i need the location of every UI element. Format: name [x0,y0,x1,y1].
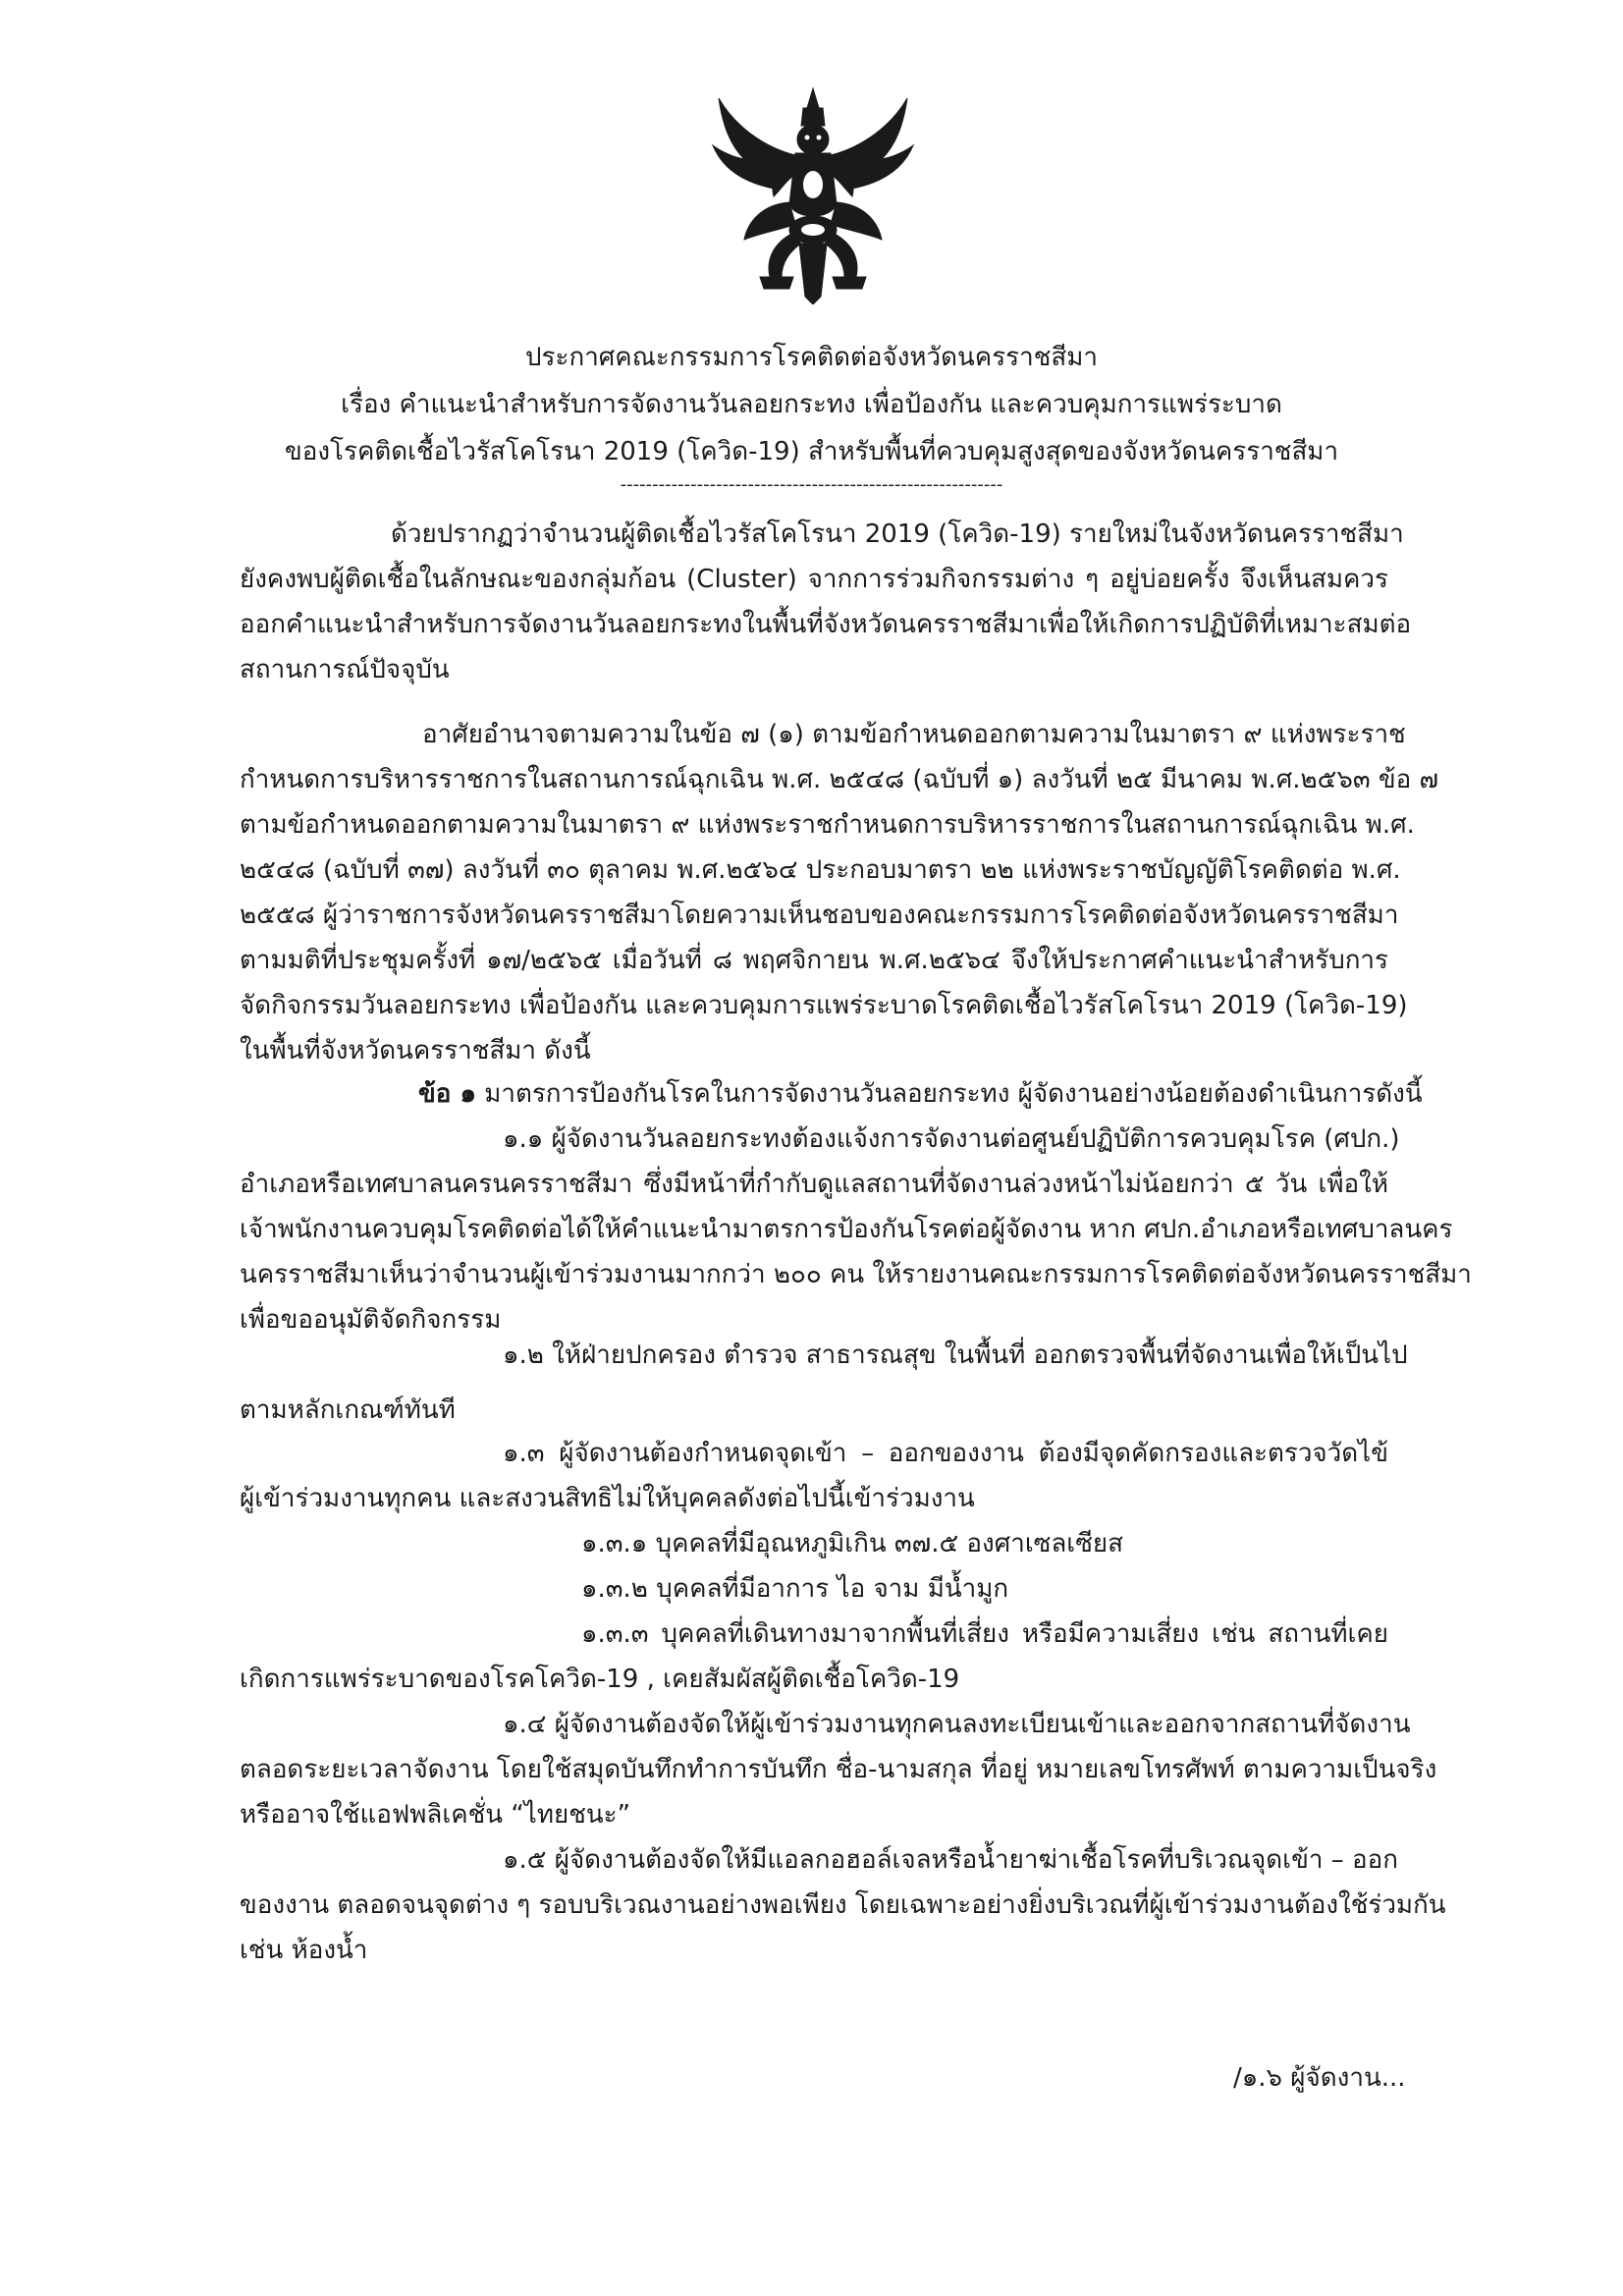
para2-line-8: ในพื้นที่จังหวัดนครราชสีมา ดังนี้ [240,1036,591,1066]
item-1-3-line-1: ๑.๓ ผู้จัดงานต้องกำหนดจุดเข้า – ออกของงาน ต้องมีจุดคัดกรองและตรวจวัดไข้ [503,1439,1388,1468]
item-1-4-line-3: หรืออาจใช้แอฟพลิเคชั่น “ไทยชนะ” [240,1800,631,1830]
para1-line-3: ออกคำแนะนำสำหรับการจัดงานวันลอยกระทงในพื้นที่จังหวัดนครราชสีมาเพื่อให้เกิดการปฏิบัติที่เหมาะสมต่อ [240,610,1412,639]
para2-line-7: จัดกิจกรรมวันลอยกระทง เพื่อป้องกัน และควบคุมการแพร่ระบาดโรคติดเชื้อไวรัสโคโรนา 2019 (โควิด-19) [240,991,1408,1020]
garuda-emblem-icon [705,86,921,304]
para1-line-2: ยังคงพบผู้ติดเชื้อในลักษณะของกลุ่มก้อน (Cluster) จากการร่วมกิจกรรมต่าง ๆ อยู่บ่อยครั้ง จึงเห็นสมควร [240,565,1388,594]
clause-1-heading [418,1074,1423,1114]
title-line-3: ของโรคติดเชื้อไวรัสโคโรนา 2019 (โควิด-19) สำหรับพื้นที่ควบคุมสูงสุดของจังหวัดนครราชสีมา [284,437,1339,466]
item-1-2-line-2: ตามหลักเกณฑ์ทันที [240,1395,456,1425]
item-1-1-line-3: เจ้าพนักงานควบคุมโรคติดต่อได้ให้คำแนะนำมาตรการป้องกันโรคต่อผู้จัดงาน หาก ศปก.อำเภอหรือเทศบาลนคร [240,1215,1453,1244]
para2-line-4: ๒๕๔๘ (ฉบับที่ ๓๗) ลงวันที่ ๓๐ ตุลาคม พ.ศ.๒๕๖๔ ประกอบมาตรา ๒๒ แห่งพระราชบัญญัติโรคติดต่อ พ.ศ. [240,855,1401,885]
title-separator: ------------------------------------------------------------ [620,474,1003,495]
item-1-4-line-2: ตลอดระยะเวลาจัดงาน โดยใช้สมุดบันทึกทำการบันทึก ชื่อ-นามสกุล ที่อยู่ หมายเลขโทรศัพท์ ตามความเป็นจริง [240,1755,1437,1784]
item-1-3-1: ๑.๓.๑ บุคคลที่มีอุณหภูมิเกิน ๓๗.๕ องศาเซลเซียส [581,1529,1123,1558]
para2-line-5: ๒๕๕๘ ผู้ว่าราชการจังหวัดนครราชสีมาโดยความเห็นชอบของคณะกรรมการโรคติดต่อจังหวัดนครราชสีมา [240,901,1399,930]
para1-line-4: สถานการณ์ปัจจุบัน [240,655,450,684]
clause-1-text: มาตรการป้องกันโรคในการจัดงานวันลอยกระทง ผู้จัดงานอย่างน้อยต้องดำเนินการดังนี้ [475,1079,1423,1109]
para2-line-6: ตามมติที่ประชุมครั้งที่ ๑๗/๒๕๖๕ เมื่อวันที่ ๘ พฤศจิกายน พ.ศ.๒๕๖๔ จึงให้ประกาศคำแนะนำสำหรับการ [240,946,1388,975]
para2-line-1: อาศัยอำนาจตามความในข้อ ๗ (๑) ตามข้อกำหนดออกตามความในมาตรา ๙ แห่งพระราช [422,720,1406,749]
item-1-3-3-line-2: เกิดการแพร่ระบาดของโรคโควิด-19 , เคยสัมผัสผู้ติดเชื้อโควิด-19 [240,1665,960,1694]
item-1-1-line-4: นครราชสีมาเห็นว่าจำนวนผู้เข้าร่วมงานมากกว่า ๒๐๐ คน ให้รายงานคณะกรรมการโรคติดต่อจังหวัดนครราชสีมา [240,1260,1472,1289]
item-1-3-3-line-1: ๑.๓.๓ บุคคลที่เดินทางมาจากพื้นที่เสี่ยง หรือมีความเสี่ยง เช่น สถานที่เคย [581,1619,1388,1649]
item-1-1-line-1: ๑.๑ ผู้จัดงานวันลอยกระทงต้องแจ้งการจัดงานต่อศูนย์ปฏิบัติการควบคุมโรค (ศปก.) [503,1124,1400,1154]
continuation-marker: /๑.๖ ผู้จัดงาน... [1233,2063,1406,2093]
item-1-1-line-2: อำเภอหรือเทศบาลนครนครราชสีมา ซึ่งมีหน้าที่กำกับดูแลสถานที่จัดงานล่วงหน้าไม่น้อยกว่า ๕ วัน เพื่อให้ [240,1170,1388,1199]
item-1-3-line-2: ผู้เข้าร่วมงานทุกคน และสงวนสิทธิไม่ให้บุคคลดังต่อไปนี้เข้าร่วมงาน [240,1484,975,1513]
item-1-5-line-1: ๑.๕ ผู้จัดงานต้องจัดให้มีแอลกอฮอล์เจลหรือน้ำยาฆ่าเชื้อโรคที่บริเวณจุดเข้า – ออก [503,1845,1398,1875]
item-1-4-line-1: ๑.๔ ผู้จัดงานต้องจัดให้ผู้เข้าร่วมงานทุกคนลงทะเบียนเข้าและออกจากสถานที่จัดงาน [503,1710,1411,1739]
item-1-5-line-3: เช่น ห้องน้ำ [240,1936,368,1965]
title-line-2: เรื่อง คำแนะนำสำหรับการจัดงานวันลอยกระทง เพื่อป้องกัน และควบคุมการแพร่ระบาด [341,390,1282,419]
item-1-3-2: ๑.๓.๒ บุคคลที่มีอาการ ไอ จาม มีน้ำมูก [581,1574,1009,1604]
para2-line-2: กำหนดการบริหารราชการในสถานการณ์ฉุกเฉิน พ.ศ. ๒๕๔๘ (ฉบับที่ ๑) ลงวันที่ ๒๕ มีนาคม พ.ศ.๒๕๖๓ ข้อ ๗ [240,765,1439,794]
item-1-5-line-2: ของงาน ตลอดจนจุดต่าง ๆ รอบบริเวณงานอย่างพอเพียง โดยเฉพาะอย่างยิ่งบริเวณที่ผู้เข้าร่วมงานต้องใช้ร่วมกัน [240,1890,1446,1920]
item-1-2-line-1: ๑.๒ ให้ฝ่ายปกครอง ตำรวจ สาธารณสุข ในพื้นที่ ออกตรวจพื้นที่จัดงานเพื่อให้เป็นไป [503,1340,1408,1370]
clause-1-label: ข้อ ๑ [418,1079,476,1109]
item-1-1-line-5: เพื่อขออนุมัติจัดกิจกรรม [240,1305,502,1335]
para2-line-3: ตามข้อกำหนดออกตามความในมาตรา ๙ แห่งพระราชกำหนดการบริหารราชการในสถานการณ์ฉุกเฉิน พ.ศ. [240,810,1415,840]
title-line-1: ประกาศคณะกรรมการโรคติดต่อจังหวัดนครราชสีมา [525,343,1098,372]
para1-line-1: ด้วยปรากฏว่าจำนวนผู้ติดเชื้อไวรัสโคโรนา 2019 (โควิด-19) รายใหม่ในจังหวัดนครราชสีมา [391,519,1404,549]
